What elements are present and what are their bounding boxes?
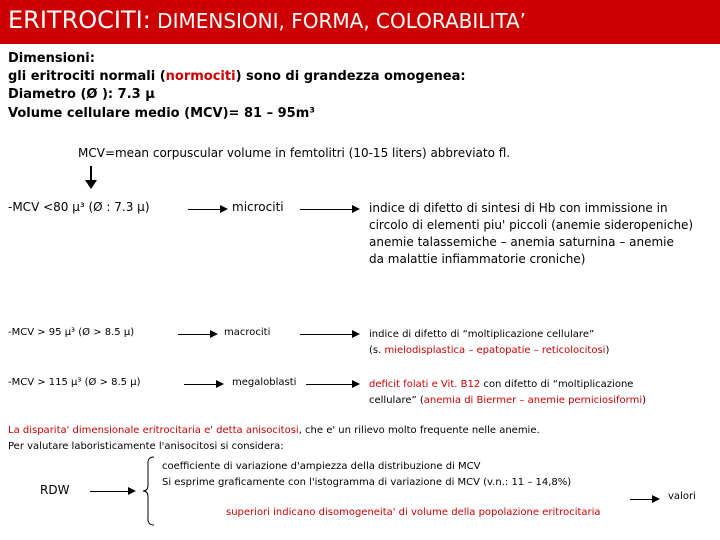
- anisocytosis-line1: [8, 423, 540, 439]
- row3-desc-red: deficit folati e Vit. B12: [369, 379, 481, 390]
- intro-line2-post: ) sono di grandezza omogenea:: [235, 69, 466, 84]
- intro-volume: Volume cellulare medio (MCV)= 81 – 95m³: [8, 106, 315, 121]
- rdw-line2-tail: valori: [668, 491, 696, 502]
- row1-desc-line: indice di difetto di sintesi di Hb con immissione in: [369, 201, 668, 215]
- anisocytosis-definition: La disparita' dimensionale eritrocitaria e' detta anisocitosi: [8, 425, 299, 436]
- intro-line2: [8, 69, 466, 84]
- row1-arrow2-icon: [352, 205, 360, 213]
- row2-desc-red: mielodisplastica – epatopatie – reticolocitosi: [384, 345, 606, 356]
- row3-arrow-icon: [216, 380, 224, 388]
- rdw-line3: superiori indicano disomogeneita' di volume della popolazione eritrocitaria: [226, 507, 601, 518]
- title-main: ERITROCITI:: [8, 6, 151, 34]
- row1-arrow-icon: [220, 205, 228, 213]
- mcv-note: MCV=mean corpuscular volume in femtolitri (10-15 liters) abbreviato fl.: [78, 146, 511, 160]
- row2-arrow-icon: [210, 330, 218, 338]
- row2-arrow2-line: [300, 334, 354, 335]
- row1-arrow2-line: [300, 209, 354, 210]
- down-arrow-icon: [85, 180, 97, 189]
- row1-condition: -MCV <80 µ³ (Ø : 7.3 µ): [8, 200, 150, 214]
- row3-condition: -MCV > 115 µ³ (Ø > 8.5 µ): [8, 377, 141, 388]
- row1-term: microciti: [232, 200, 284, 214]
- intro-line2-pre: gli eritrociti normali (: [8, 69, 166, 84]
- rdw-arrow2-line: [630, 499, 654, 500]
- row2-desc-pre: (s.: [369, 345, 385, 356]
- rdw-arrow2-icon: [652, 495, 660, 503]
- row2-desc-line: [369, 343, 609, 359]
- row3-arrow2-line: [306, 384, 354, 385]
- row3-desc-post: con difetto di “moltiplicazione: [480, 379, 634, 390]
- rdw-line1: coefficiente di variazione d'ampiezza della distribuzione di MCV: [162, 461, 481, 472]
- rdw-brace-icon: [142, 455, 156, 527]
- row3-desc-line: [369, 377, 646, 393]
- anisocytosis-block: [8, 423, 540, 455]
- normociti-term: normociti: [165, 69, 236, 84]
- rdw-arrow-line: [90, 491, 130, 492]
- intro-diameter: Diametro (Ø ): 7.3 µ: [8, 87, 155, 102]
- row3-desc-pre2: cellulare” (: [369, 395, 424, 406]
- row2-arrow2-icon: [352, 330, 360, 338]
- rdw-arrow-icon: [128, 487, 136, 495]
- row3-desc-red2: anemia di Biermer – anemie perniciosiformi: [423, 395, 643, 406]
- row2-description: [369, 327, 609, 359]
- row1-desc-line: circolo di elementi piu' piccoli (anemie sideropeniche): [369, 218, 694, 232]
- rdw-line2: Si esprime graficamente con l'istogramma di variazione di MCV (v.n.: 11 – 14,8%): [162, 477, 572, 488]
- row3-term: megaloblasti: [232, 377, 297, 388]
- row2-desc-line: indice di difetto di “moltiplicazione cellulare”: [369, 329, 595, 340]
- row2-arrow-line: [178, 334, 212, 335]
- anisocytosis-line1-post: , che e' un rilievo molto frequente nelle anemie.: [298, 425, 540, 436]
- rdw-description: [162, 459, 571, 491]
- row3-desc-post2: ): [642, 395, 647, 406]
- row1-desc-line: da malattie infiammatorie croniche): [369, 252, 586, 266]
- rdw-label: RDW: [40, 483, 70, 497]
- row3-description: [369, 377, 646, 409]
- row2-term: macrociti: [224, 327, 271, 338]
- page-title: [8, 6, 526, 34]
- intro-heading: Dimensioni:: [8, 51, 95, 66]
- row2-desc-post: ): [605, 345, 610, 356]
- title-rest: DIMENSIONI, FORMA, COLORABILITA’: [150, 9, 527, 33]
- anisocytosis-line2: Per valutare laboristicamente l'anisocitosi si considera:: [8, 441, 284, 452]
- row2-condition: -MCV > 95 µ³ (Ø > 8.5 µ): [8, 327, 135, 338]
- row1-description: [369, 200, 693, 268]
- row3-desc-line: [369, 393, 646, 409]
- row1-desc-line: anemie talassemiche – anemia saturnina – anemie: [369, 235, 674, 249]
- row1-arrow-line: [188, 209, 222, 210]
- row3-arrow-line: [184, 384, 218, 385]
- row3-arrow2-icon: [352, 380, 360, 388]
